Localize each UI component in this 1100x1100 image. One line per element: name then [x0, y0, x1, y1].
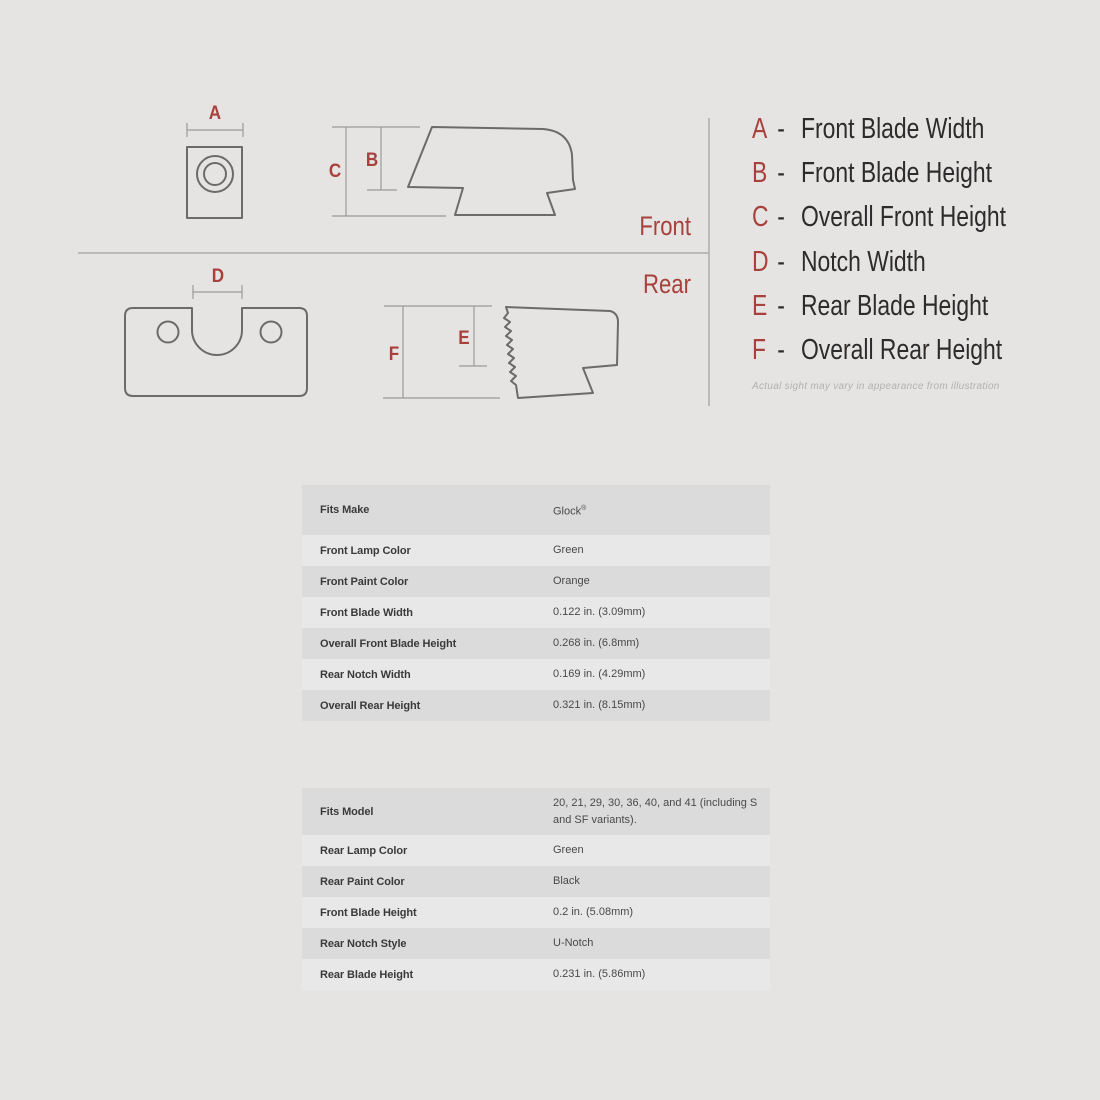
spec-row-front-paint-color [302, 566, 770, 597]
spec-row-rear-blade-height [302, 959, 770, 990]
spec-label: Fits Make [320, 504, 370, 516]
legend-item-a [752, 107, 1025, 151]
spec-value: U-Notch [553, 937, 594, 949]
legend-letter: D [752, 245, 769, 278]
spec-label: Front Lamp Color [320, 544, 411, 557]
spec-label: Rear Notch Width [320, 668, 411, 681]
sight-dimension-diagram [0, 0, 1100, 440]
dim-label-e: E [458, 328, 470, 349]
front-sight-face-drawing [187, 123, 243, 218]
rear-sight-profile-drawing [383, 306, 618, 398]
spec-row-fits-model [302, 788, 770, 835]
rear-sight-face-drawing [125, 285, 307, 396]
legend-item-e [752, 284, 1025, 328]
legend-dash: - [777, 245, 785, 278]
spec-row-rear-notch-width [302, 659, 770, 690]
spec-table-front [302, 485, 770, 721]
spec-value: Black [553, 875, 580, 887]
spec-value [553, 500, 770, 521]
legend-text: Overall Front Height [800, 201, 1006, 234]
spec-label: Rear Lamp Color [320, 844, 408, 857]
spec-row-fits-make [302, 485, 770, 535]
legend-dash: - [777, 334, 785, 367]
legend-text: Front Blade Height [800, 156, 993, 189]
legend-item-b [752, 151, 1025, 195]
dimension-legend [752, 107, 1097, 392]
spec-row-front-blade-width [302, 597, 770, 628]
spec-table-rear [302, 788, 770, 990]
spec-value: 0.231 in. (5.86mm) [553, 968, 646, 980]
spec-label: Front Blade Width [320, 606, 413, 619]
legend-text: Front Blade Width [800, 112, 985, 145]
spec-label: Fits Model [320, 805, 374, 818]
spec-value: 20, 21, 29, 30, 36, 40, and 41 (including S and SF variants). [553, 796, 758, 826]
spec-row-overall-rear-height [302, 690, 770, 721]
spec-label: Overall Rear Height [320, 699, 421, 712]
spec-label: Rear Paint Color [320, 875, 405, 888]
spec-value: Green [553, 544, 584, 556]
legend-text: Rear Blade Height [800, 289, 989, 322]
spec-label: Rear Notch Style [320, 937, 407, 950]
registered-trademark-symbol: ® [581, 504, 587, 512]
legend-letter: B [752, 156, 768, 189]
spec-value-text: Glock [553, 505, 582, 518]
legend-text: Overall Rear Height [800, 334, 1003, 367]
legend-item-c [752, 196, 1025, 240]
dim-label-b: B [365, 150, 379, 171]
legend-dash: - [777, 201, 785, 234]
legend-dash: - [777, 156, 785, 189]
dim-label-c: C [328, 161, 342, 182]
spec-value: Green [553, 844, 584, 856]
dim-label-a: A [208, 103, 222, 124]
spec-row-overall-front-blade-height [302, 628, 770, 659]
legend-letter: C [752, 201, 769, 234]
spec-row-rear-lamp-color [302, 835, 770, 866]
spec-label: Rear Blade Height [320, 968, 414, 981]
dim-label-d: D [211, 266, 225, 287]
spec-value: 0.2 in. (5.08mm) [553, 906, 634, 918]
spec-value: 0.268 in. (6.8mm) [553, 637, 640, 649]
spec-row-front-lamp-color [302, 535, 770, 566]
spec-row-front-blade-height [302, 897, 770, 928]
legend-dash: - [777, 112, 785, 145]
legend-letter: E [752, 289, 768, 322]
legend-item-d [752, 240, 1025, 284]
spec-value: 0.122 in. (3.09mm) [553, 606, 646, 618]
spec-row-rear-paint-color [302, 866, 770, 897]
legend-disclaimer: Actual sight may vary in appearance from illustration [752, 380, 1000, 392]
spec-label: Front Paint Color [320, 575, 409, 588]
spec-value: Orange [553, 575, 590, 587]
legend-item-f [752, 328, 1025, 372]
front-section-label: Front [639, 211, 691, 241]
legend-letter: F [752, 334, 766, 367]
rear-section-label: Rear [643, 269, 691, 299]
legend-text: Notch Width [800, 245, 926, 278]
legend-dash: - [777, 289, 785, 322]
legend-letter: A [752, 112, 768, 145]
spec-value: 0.321 in. (8.15mm) [553, 699, 646, 711]
spec-row-rear-notch-style [302, 928, 770, 959]
spec-value: 0.169 in. (4.29mm) [553, 668, 646, 680]
dim-label-f: F [388, 344, 400, 365]
spec-label: Overall Front Blade Height [320, 637, 457, 650]
spec-label: Front Blade Height [320, 906, 417, 919]
